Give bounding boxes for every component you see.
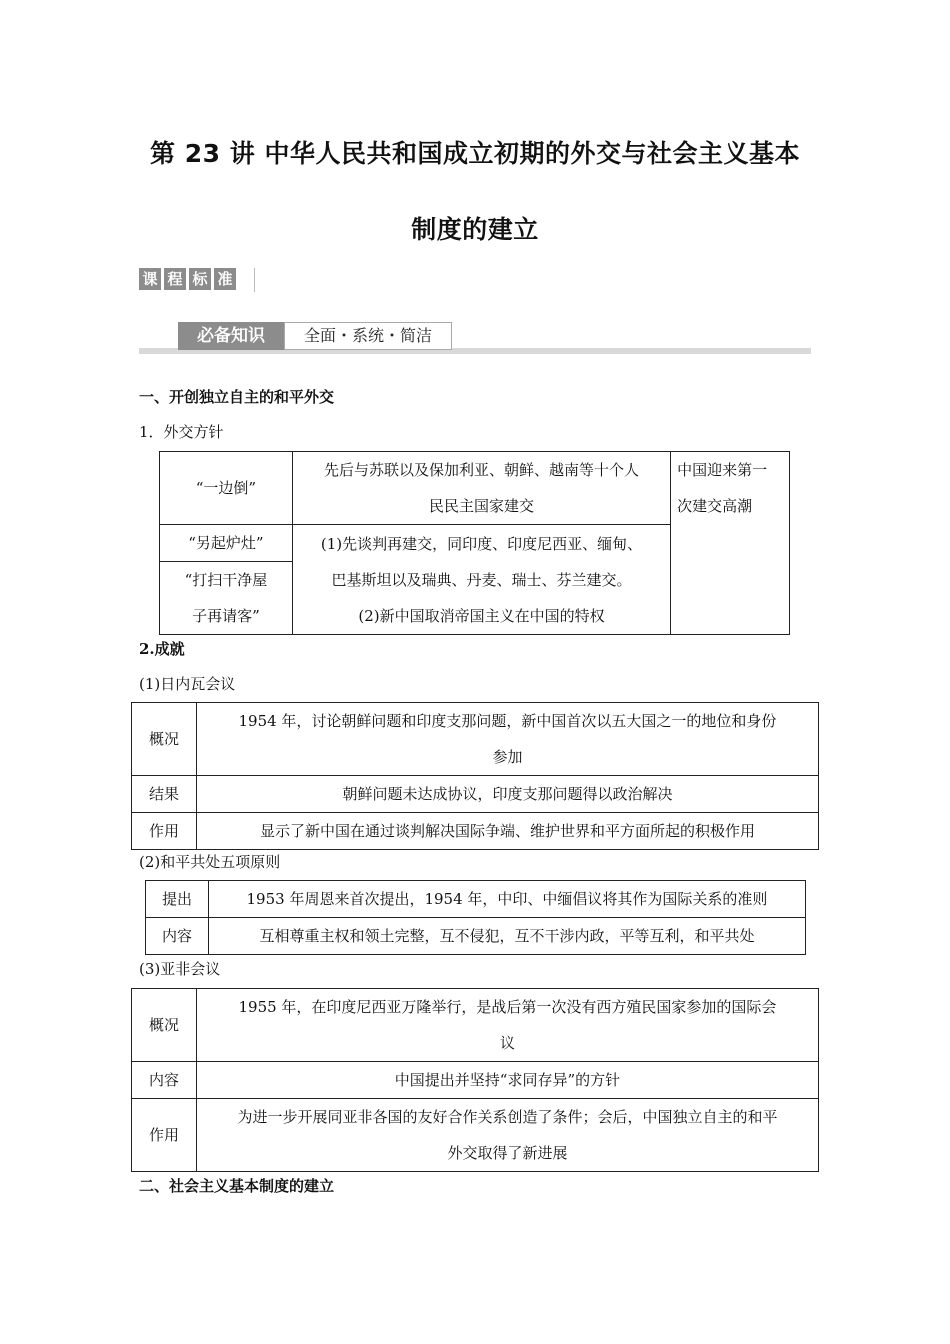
course-standard-divider bbox=[254, 268, 255, 292]
course-standard-char: 课 bbox=[139, 268, 161, 290]
row-content: 朝鲜问题未达成协议，印度支那问题得以政治解决 bbox=[196, 776, 818, 813]
table-row bbox=[132, 1062, 819, 1099]
five-principles-table bbox=[145, 880, 806, 955]
five-principles-heading: (2)和平共处五项原则 bbox=[139, 853, 281, 871]
policy-label: “一边倒” bbox=[160, 452, 293, 525]
policy-result: 中国迎来第一 次建交高潮 bbox=[671, 452, 790, 635]
geneva-table bbox=[131, 702, 819, 850]
policy-content: (1)先谈判再建交，同印度、印度尼西亚、缅甸、 巴基斯坦以及瑞典、丹麦、瑞士、芬兰建交。 (2)新中国取消帝国主义在中国的特权 bbox=[292, 525, 670, 635]
table-row bbox=[132, 989, 819, 1062]
row-label: 提出 bbox=[146, 881, 209, 918]
geneva-heading: (1)日内瓦会议 bbox=[139, 675, 236, 693]
policy-content: 先后与苏联以及保加利亚、朝鲜、越南等十个人 民民主国家建交 bbox=[292, 452, 670, 525]
knowledge-subtitle: 全面・系统・简洁 bbox=[284, 322, 452, 350]
page-title: 第 23 讲 中华人民共和国成立初期的外交与社会主义基本 bbox=[150, 139, 800, 168]
policy-label: “打扫干净屋 子再请客” bbox=[160, 562, 293, 635]
row-label: 内容 bbox=[132, 1062, 197, 1099]
row-content: 为进一步开展同亚非各国的友好合作关系创造了条件；会后，中国独立自主的和平 外交取得了新进展 bbox=[196, 1099, 818, 1172]
section2-heading: 二、社会主义基本制度的建立 bbox=[139, 1177, 335, 1195]
row-label: 内容 bbox=[146, 918, 209, 955]
course-standard-char: 准 bbox=[214, 268, 236, 290]
row-content: 互相尊重主权和领土完整，互不侵犯，互不干涉内政，平等互利，和平共处 bbox=[208, 918, 805, 955]
row-content: 中国提出并坚持“求同存异”的方针 bbox=[196, 1062, 818, 1099]
row-label: 概况 bbox=[132, 989, 197, 1062]
table-row bbox=[132, 813, 819, 850]
table-row bbox=[146, 881, 806, 918]
page-title-continued: 制度的建立 bbox=[411, 215, 539, 244]
policy-table bbox=[159, 451, 790, 635]
row-content: 1954 年，讨论朝鲜问题和印度支那问题，新中国首次以五大国之一的地位和身份 参加 bbox=[196, 703, 818, 776]
subsection-policy: 1．外交方针 bbox=[139, 423, 224, 441]
subsection-achievements: 2.成就 bbox=[139, 640, 185, 658]
table-row bbox=[132, 703, 819, 776]
row-label: 作用 bbox=[132, 813, 197, 850]
table-row bbox=[132, 776, 819, 813]
table-row bbox=[146, 918, 806, 955]
knowledge-tag: 必备知识 bbox=[178, 322, 284, 350]
row-content: 1953 年周恩来首次提出，1954 年，中印、中缅倡议将其作为国际关系的准则 bbox=[208, 881, 805, 918]
row-label: 概况 bbox=[132, 703, 197, 776]
policy-label: “另起炉灶” bbox=[160, 525, 293, 562]
bandung-heading: (3)亚非会议 bbox=[139, 960, 221, 978]
course-standard-char: 程 bbox=[164, 268, 186, 290]
course-standard-label bbox=[139, 268, 236, 290]
row-content: 显示了新中国在通过谈判解决国际争端、维护世界和平方面所起的积极作用 bbox=[196, 813, 818, 850]
row-label: 结果 bbox=[132, 776, 197, 813]
table-row bbox=[132, 1099, 819, 1172]
row-content: 1955 年，在印度尼西亚万隆举行，是战后第一次没有西方殖民国家参加的国际会 议 bbox=[196, 989, 818, 1062]
section1-heading: 一、开创独立自主的和平外交 bbox=[139, 388, 335, 406]
bandung-table bbox=[131, 988, 819, 1172]
course-standard-char: 标 bbox=[189, 268, 211, 290]
row-label: 作用 bbox=[132, 1099, 197, 1172]
